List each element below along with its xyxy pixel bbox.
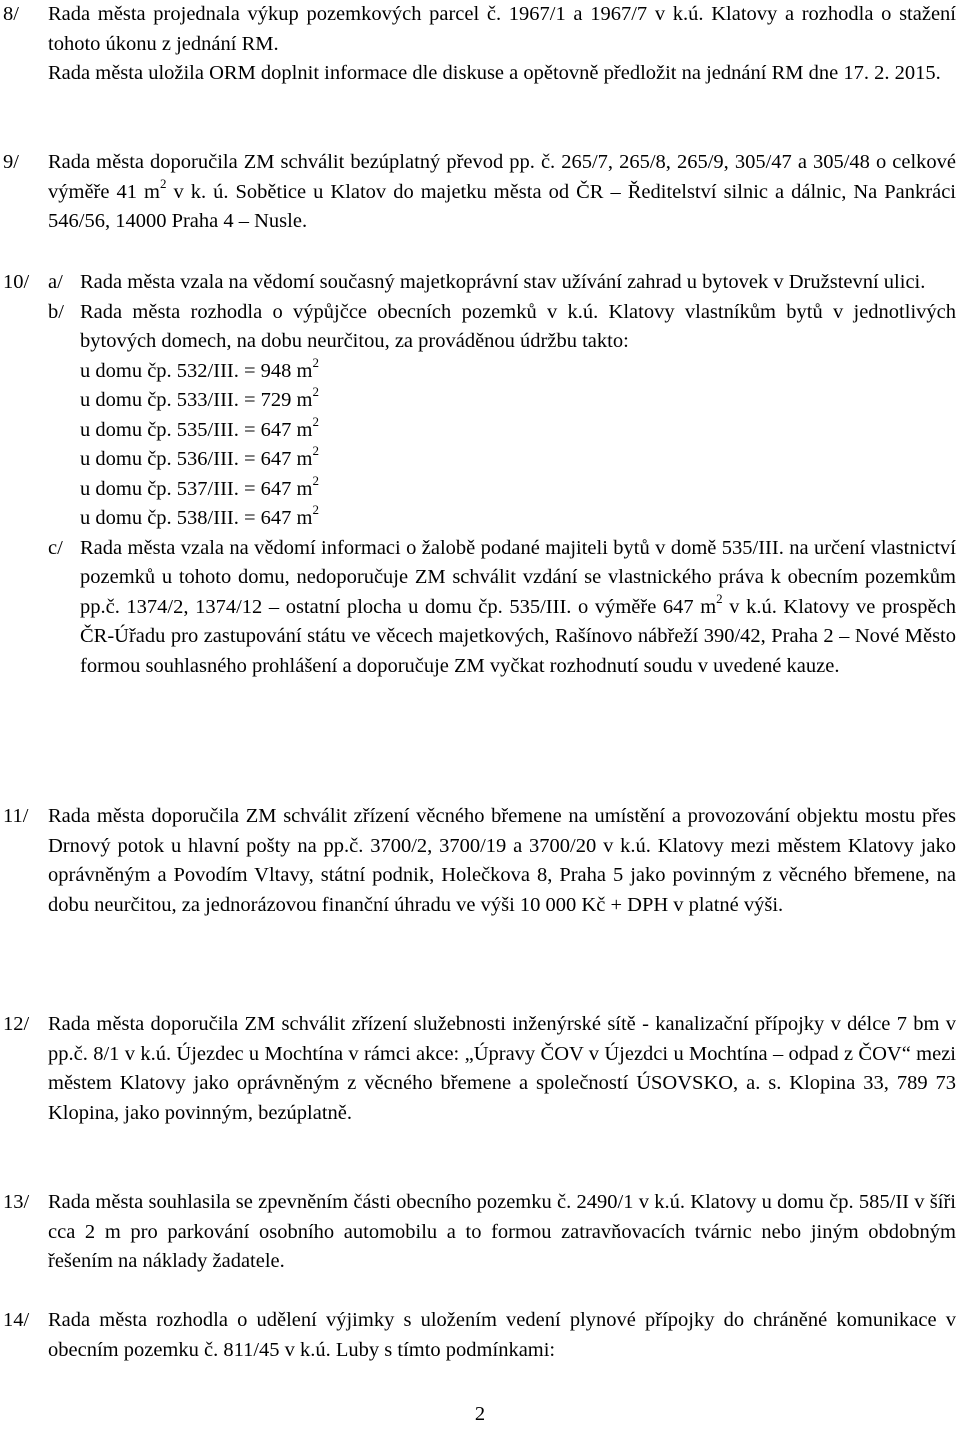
list-item bbox=[80, 386, 956, 416]
area-list bbox=[80, 354, 956, 534]
item-number: 10/ bbox=[3, 271, 30, 293]
subitem-b bbox=[48, 298, 956, 534]
paragraph: Rada města rozhodla o výpůjčce obecních pozemků v k.ú. Klatovy vlastníkům bytů v jednotlivých bytových domech, na dobu neurčitou, za prováděnou údržbu takto: bbox=[80, 300, 956, 352]
list-item-text: u domu čp. 538/III. = 647 m bbox=[80, 507, 313, 529]
resolution-item-11 bbox=[0, 802, 960, 920]
item-body bbox=[48, 0, 956, 89]
text-segment: v k. ú. Sobětice u Klatov do majetku města od ČR – Ředitelství silnic a dálnic, Na Pankráci 546/56, 14000 Praha 4 – Nusle. bbox=[48, 180, 956, 232]
list-item-text: u domu čp. 537/III. = 647 m bbox=[80, 477, 313, 500]
superscript: 2 bbox=[159, 175, 167, 191]
item-body bbox=[48, 1306, 956, 1365]
item-number: 11/ bbox=[3, 805, 29, 827]
superscript: 2 bbox=[312, 472, 319, 488]
subitem-label: a/ bbox=[48, 271, 63, 293]
item-body bbox=[48, 1188, 956, 1277]
item-body bbox=[48, 1010, 956, 1128]
resolution-item-14 bbox=[0, 1306, 960, 1365]
list-item bbox=[80, 472, 956, 505]
paragraph: Rada města souhlasila se zpevněním části obecního pozemku č. 2490/1 v k.ú. Klatovy u domu čp. 585/II v šíři cca 2 m pro parkování osobního automobilu a to formou zatravňovacích tvárnic nebo jiným obdobným řešením na náklady žadatele. bbox=[48, 1191, 956, 1272]
list-item bbox=[80, 354, 956, 387]
superscript: 2 bbox=[716, 590, 723, 606]
paragraph: Rada města doporučila ZM schválit zřízení služebnosti inženýrské sítě - kanalizační přípojky v délce 7 bm v pp.č. 8/1 v k.ú. Újezdec u Mochtína v rámci akce: „Úpravy ČOV v Újezdci u Mochtína – odpad z ČOV“ mezi městem Klatovy jako oprávněným z věcného břemene a společností ÚSOVSKO, a. s. Klopina 33, 789 73 Klopina, jako povinným, bezúplatně. bbox=[48, 1013, 956, 1124]
paragraph: Rada města doporučila ZM schválit zřízení věcného břemene na umístění a provozování objektu mostu přes Drnový potok u hlavní pošty na pp.č. 3700/2, 3700/19 a 3700/20 v k.ú. Klatovy mezi městem Klatovy jako oprávněným a Povodím Vltavy, státní podnik, Holečkova 8, Praha 5 jako povinným z věcného břemene, na dobu neurčitou, za jednorázovou finanční úhradu ve výši 10 000 Kč + DPH v platné výši. bbox=[48, 805, 956, 916]
resolution-item-13 bbox=[0, 1188, 960, 1277]
text-segment: Rada města vzala na vědomí informaci o žalobě podané majiteli bytů v domě 535/III. na určení vlastnictví pozemků u tohoto domu, nedoporučuje ZM schválit vzdání se vlastnického práva k obecním pozemkům pp.č. 1374/2, 1374/12 – ostatní plocha u domu čp. 535/III. o výměře 647 m bbox=[80, 536, 956, 618]
list-item-text: u domu čp. 532/III. = 948 m bbox=[80, 359, 313, 382]
item-number: 8/ bbox=[3, 3, 19, 25]
resolution-item-8 bbox=[0, 0, 960, 89]
list-item-text: u domu čp. 536/III. = 647 m bbox=[80, 448, 313, 470]
list-item bbox=[80, 504, 956, 534]
list-item bbox=[80, 413, 956, 446]
item-body bbox=[48, 802, 956, 920]
list-item-text: u domu čp. 535/III. = 647 m bbox=[80, 418, 313, 441]
paragraph: Rada města uložila ORM doplnit informace dle diskuse a opětovně předložit na jednání RM dne 17. 2. 2015. bbox=[48, 62, 941, 84]
item-number: 9/ bbox=[3, 151, 19, 173]
paragraph: Rada města vzala na vědomí současný majetkoprávní stav užívání zahrad u bytovek v Družstevní ulici. bbox=[80, 271, 926, 293]
subitem-label: b/ bbox=[48, 300, 64, 323]
list-item-text: u domu čp. 533/III. = 729 m bbox=[80, 389, 313, 411]
subitem-c bbox=[48, 534, 956, 682]
paragraph: Rada města projednala výkup pozemkových parcel č. 1967/1 a 1967/7 v k.ú. Klatovy a rozhodla o stažení tohoto úkonu z jednání RM. bbox=[48, 3, 956, 55]
item-body bbox=[48, 268, 956, 681]
list-item bbox=[80, 445, 956, 475]
superscript: 2 bbox=[312, 413, 319, 429]
resolution-item-12 bbox=[0, 1010, 960, 1128]
superscript: 2 bbox=[312, 502, 319, 518]
paragraph bbox=[48, 148, 956, 237]
paragraph: Rada města rozhodla o udělení výjimky s uložením vedení plynové přípojky do chráněné komunikace v obecním pozemku č. 811/45 v k.ú. Luby s tímto podmínkami: bbox=[48, 1309, 956, 1361]
superscript: 2 bbox=[312, 354, 319, 370]
resolution-item-9 bbox=[0, 148, 960, 237]
text-segment: v k.ú. Klatovy ve prospěch ČR-Úřadu pro zastupování státu ve věcech majetkových, Rašínovo nábřeží 390/42, Praha 2 – Nové Město formou souhlasného prohlášení a doporučuje ZM vyčkat rozhodnutí soudu v uvedené kauze. bbox=[80, 595, 956, 677]
superscript: 2 bbox=[312, 443, 319, 459]
item-number: 12/ bbox=[3, 1013, 30, 1035]
subitem-label: c/ bbox=[48, 536, 63, 559]
paragraph bbox=[80, 534, 956, 682]
subitem-a bbox=[48, 268, 956, 298]
item-number: 13/ bbox=[3, 1191, 30, 1213]
page-number: 2 bbox=[474, 1403, 486, 1425]
superscript: 2 bbox=[312, 384, 319, 400]
resolution-item-10 bbox=[0, 268, 960, 681]
item-body bbox=[48, 148, 956, 237]
item-number: 14/ bbox=[3, 1309, 30, 1331]
text-segment: Rada města doporučila ZM schválit bezúplatný převod pp. č. 265/7, 265/8, 265/9, 305/47 a 305/48 o celkové výměře 41 m bbox=[48, 151, 956, 203]
